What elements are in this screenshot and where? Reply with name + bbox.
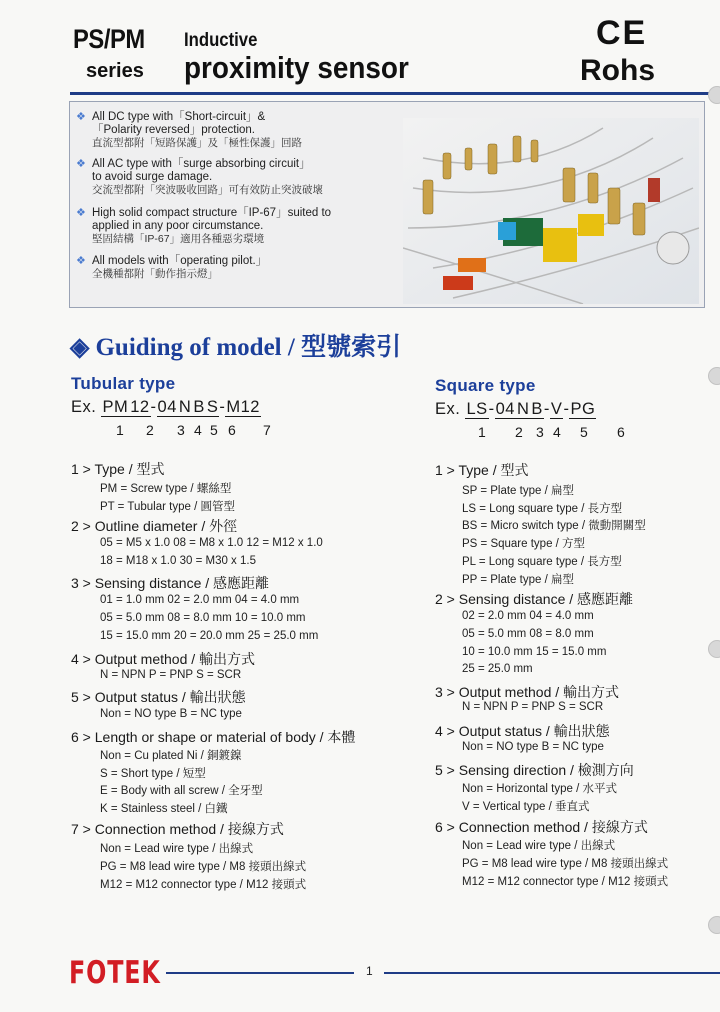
- tubular-section-head: 5 > Output status / 輸出狀態: [71, 689, 246, 705]
- code-part: V: [550, 400, 563, 418]
- tubular-model-example: [71, 398, 261, 417]
- code-sep: -: [543, 400, 550, 418]
- tubular-item: M12 = M12 connector type / M12 接頭式: [100, 879, 307, 891]
- index-num: 1: [478, 424, 486, 440]
- brand-logo: FOTEK: [69, 954, 161, 991]
- square-item: PS = Square type / 方型: [462, 538, 586, 550]
- code-part: 04: [157, 398, 177, 416]
- feature-item: [76, 158, 323, 197]
- index-num: 7: [263, 422, 271, 438]
- index-num: 5: [580, 424, 588, 440]
- index-num: 3: [177, 422, 185, 438]
- tubular-section-head: 2 > Outline diameter / 外徑: [71, 518, 238, 534]
- code-sep: -: [150, 398, 157, 416]
- feature-text: High solid compact structure「IP-67」suited to: [92, 207, 332, 219]
- square-section-head: 3 > Output method / 輸出方式: [435, 684, 620, 700]
- tubular-item: E = Body with all screw / 全牙型: [100, 785, 263, 797]
- feature-text: to avoid surge damage.: [92, 171, 213, 183]
- binder-hole: [708, 86, 720, 104]
- series-label: series: [86, 60, 144, 82]
- square-item: SP = Plate type / 扁型: [462, 485, 574, 497]
- index-num: 4: [553, 424, 561, 440]
- feature-text-zh: 直流型都附「短路保護」及「極性保護」回路: [92, 137, 302, 149]
- diamond-bullet-icon: ❖: [76, 255, 86, 267]
- square-item: Non = NO type B = NC type: [462, 741, 604, 753]
- code-part: PM: [102, 398, 129, 416]
- tubular-item: 15 = 15.0 mm 20 = 20.0 mm 25 = 25.0 mm: [100, 630, 319, 642]
- tubular-item: 01 = 1.0 mm 02 = 2.0 mm 04 = 4.0 mm: [100, 594, 300, 606]
- tubular-item: PG = M8 lead wire type / M8 接頭出線式: [100, 861, 307, 873]
- square-item: 25 = 25.0 mm: [462, 663, 533, 675]
- feature-item: [76, 111, 302, 150]
- rohs-mark: Rohs: [580, 54, 655, 87]
- tubular-item: S = Short type / 短型: [100, 768, 206, 780]
- tubular-item: Non = Lead wire type / 出線式: [100, 843, 254, 855]
- code-part: B: [193, 398, 205, 416]
- index-num: 4: [194, 422, 202, 438]
- square-item: 10 = 10.0 mm 15 = 15.0 mm: [462, 646, 607, 658]
- square-section-head: 2 > Sensing distance / 感應距離: [435, 591, 634, 607]
- binder-hole: [708, 367, 720, 385]
- square-item: 05 = 5.0 mm 08 = 8.0 mm: [462, 628, 594, 640]
- tubular-item: 18 = M18 x 1.0 30 = M30 x 1.5: [100, 555, 256, 567]
- square-item: Non = Horizontal type / 水平式: [462, 783, 617, 795]
- tubular-item: 05 = 5.0 mm 08 = 8.0 mm 10 = 10.0 mm: [100, 612, 306, 624]
- feature-item: [76, 207, 331, 246]
- square-item: PP = Plate type / 扁型: [462, 574, 574, 586]
- model-family: PS/PM: [73, 24, 145, 54]
- tubular-item: 05 = M5 x 1.0 08 = M8 x 1.0 12 = M12 x 1.0: [100, 537, 323, 549]
- feature-text: All DC type with「Short-circuit」&: [92, 111, 266, 123]
- square-item: PL = Long square type / 長方型: [462, 556, 622, 568]
- index-num: 6: [228, 422, 236, 438]
- index-num: 5: [210, 422, 218, 438]
- code-part: S: [206, 398, 219, 416]
- example-prefix: Ex.: [435, 400, 461, 418]
- tubular-item: PT = Tubular type / 圓管型: [100, 501, 235, 513]
- square-item: M12 = M12 connector type / M12 接頭式: [462, 876, 669, 888]
- code-sep: -: [219, 398, 226, 416]
- square-section-head: 1 > Type / 型式: [435, 462, 529, 478]
- tubular-item: N = NPN P = PNP S = SCR: [100, 669, 242, 681]
- product-photo: [403, 118, 699, 304]
- tubular-item: K = Stainless steel / 白鐵: [100, 803, 228, 815]
- code-part: B: [531, 400, 543, 418]
- diamond-bullet-icon: ❖: [76, 111, 86, 123]
- feature-item: [76, 255, 267, 281]
- code-part: M12: [226, 398, 260, 416]
- code-part: N: [178, 398, 192, 416]
- code-part: LS: [466, 400, 488, 418]
- index-num: 2: [146, 422, 154, 438]
- diamond-bullet-icon: ❖: [76, 158, 86, 170]
- square-section-head: 5 > Sensing direction / 檢測方向: [435, 762, 634, 778]
- example-prefix: Ex.: [71, 398, 97, 416]
- binder-hole: [708, 916, 720, 934]
- feature-text: All models with「operating pilot.」: [92, 255, 268, 267]
- subtitle: Inductive: [184, 30, 258, 51]
- feature-text-zh: 堅固結構「IP-67」適用各種惡劣環境: [92, 233, 265, 245]
- code-sep: -: [488, 400, 495, 418]
- index-num: 6: [617, 424, 625, 440]
- feature-text-zh: 全機種都附「動作指示燈」: [92, 268, 218, 280]
- diamond-bullet-icon: ❖: [76, 207, 86, 219]
- features-box: [69, 101, 705, 308]
- square-item: BS = Micro switch type / 微動開關型: [462, 520, 646, 532]
- code-sep: -: [563, 400, 570, 418]
- tubular-section-head: 7 > Connection method / 接線方式: [71, 821, 284, 837]
- square-item: PG = M8 lead wire type / M8 接頭出線式: [462, 858, 669, 870]
- tubular-item: Non = Cu plated Ni / 銅鍍鎳: [100, 750, 242, 762]
- square-item: 02 = 2.0 mm 04 = 4.0 mm: [462, 610, 594, 622]
- feature-text: All AC type with「surge absorbing circuit」: [92, 158, 311, 170]
- code-part: PG: [570, 400, 596, 418]
- tubular-section-head: 1 > Type / 型式: [71, 461, 165, 477]
- square-section-head: 4 > Output status / 輸出狀態: [435, 723, 610, 739]
- square-item: V = Vertical type / 垂直式: [462, 801, 590, 813]
- index-num: 1: [116, 422, 124, 438]
- square-section-head: 6 > Connection method / 接線方式: [435, 819, 648, 835]
- feature-text-zh: 交流型都附「突波吸收回路」可有效防止突波破壞: [92, 184, 323, 196]
- tubular-item: Non = NO type B = NC type: [100, 708, 242, 720]
- square-title: Square type: [435, 376, 536, 395]
- header-rule: [70, 92, 710, 95]
- tubular-item: PM = Screw type / 螺絲型: [100, 483, 232, 495]
- code-part: N: [516, 400, 530, 418]
- footer-rule: [384, 972, 720, 974]
- page-title: proximity sensor: [184, 50, 409, 85]
- tubular-section-head: 3 > Sensing distance / 感應距離: [71, 575, 270, 591]
- index-num: 2: [515, 424, 523, 440]
- code-part: 04: [495, 400, 515, 418]
- tubular-section-head: 4 > Output method / 輸出方式: [71, 651, 256, 667]
- guide-title: ◈ Guiding of model / 型號索引: [70, 334, 402, 361]
- square-item: Non = Lead wire type / 出線式: [462, 840, 616, 852]
- index-num: 3: [536, 424, 544, 440]
- tubular-title: Tubular type: [71, 374, 176, 393]
- square-indices: [435, 424, 655, 442]
- feature-text: applied in any poor circumstance.: [92, 220, 264, 232]
- feature-text: 「Polarity reversed」protection.: [92, 124, 255, 136]
- code-part: 12: [130, 398, 150, 416]
- tubular-section-head: 6 > Length or shape or material of body / 本體: [71, 729, 356, 745]
- square-item: LS = Long square type / 長方型: [462, 503, 623, 515]
- footer-rule: [166, 972, 354, 974]
- square-item: N = NPN P = PNP S = SCR: [462, 701, 604, 713]
- tubular-indices: [71, 422, 291, 440]
- binder-hole: [708, 640, 720, 658]
- page-number: 1: [366, 964, 373, 978]
- square-model-example: [435, 400, 596, 419]
- ce-mark: CE: [596, 14, 648, 52]
